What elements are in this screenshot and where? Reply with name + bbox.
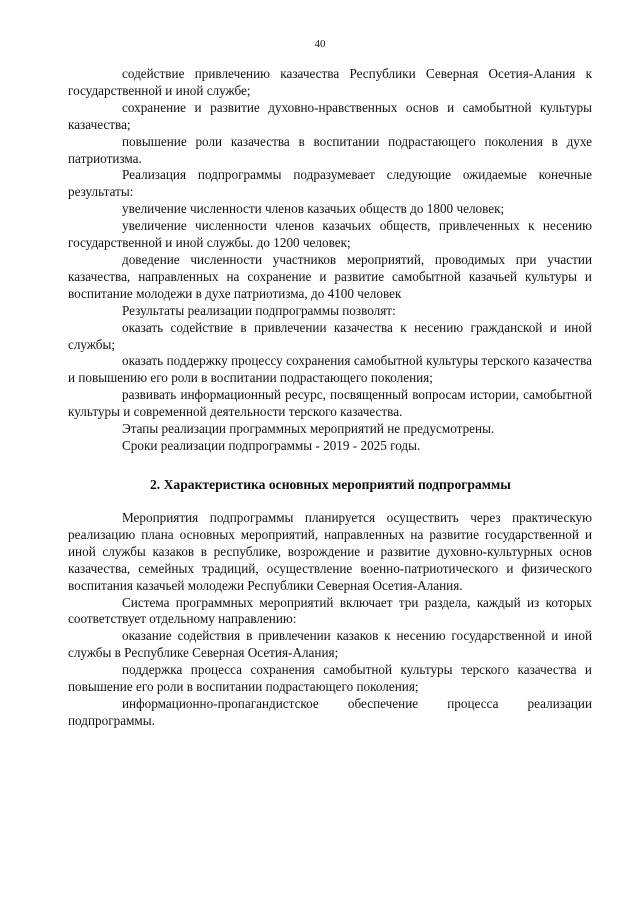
paragraph: оказать содействие в привлечении казачества к несению гражданской и иной службы; — [68, 319, 592, 352]
paragraph: Реализация подпрограммы подразумевает следующие ожидаемые конечные результаты: — [68, 167, 592, 200]
paragraph: Система программных мероприятий включает три раздела, каждый из которых соответствует отдельному направлению: — [68, 594, 592, 627]
paragraph: увеличение численности членов казачьих обществ, привлеченных к несению государственной и иной службы. до 1200 человек; — [68, 218, 592, 251]
goals-and-results-section — [68, 66, 592, 455]
paragraph: повышение роли казачества в воспитании подрастающего поколения в духе патриотизма. — [68, 133, 592, 166]
section-heading: 2. Характеристика основных мероприятий подпрограммы — [150, 477, 511, 492]
paragraph: Сроки реализации подпрограммы - 2019 - 2025 годы. — [122, 437, 421, 453]
paragraph: поддержка процесса сохранения самобытной культуры терского казачества и повышение его роли в воспитании подрастающего поколения; — [68, 662, 592, 695]
paragraph: оказание содействия в привлечении казаков к несению государственной и иной службы в Республике Северная Осетия-Алания; — [68, 628, 592, 661]
paragraph: Мероприятия подпрограммы планируется осуществить через практическую реализацию плана основных мероприятий, направленных на развитие государственной и иной службы казаков в республике, возрождение и развитие духовно-культурных основ казачества, семейных традиций, осуществление военно-патриотического и физического воспитания казачьей молодежи Республики Северная Осетия-Алания. — [68, 510, 592, 593]
paragraph: увеличение численности членов казачьих обществ до 1800 человек; — [122, 201, 505, 217]
activities-section — [68, 510, 592, 730]
paragraph: развивать информационный ресурс, посвященный вопросам истории, самобытной культуры и современной деятельности терского казачества. — [68, 387, 592, 420]
paragraph: Этапы реализации программных мероприятий не предусмотрены. — [122, 421, 495, 437]
paragraph: содействие привлечению казачества Республики Северная Осетия-Алания к государственной и иной службе; — [68, 66, 592, 98]
paragraph: оказать поддержку процессу сохранения самобытной культуры терского казачества и повышению его роли в воспитании подрастающего поколения; — [68, 353, 592, 386]
page-number: 40 — [314, 38, 326, 50]
paragraph: Результаты реализации подпрограммы позволят: — [122, 302, 396, 318]
paragraph: сохранение и развитие духовно-нравственных основ и самобытной культуры казачества; — [68, 99, 592, 132]
paragraph: доведение численности участников мероприятий, проводимых при участии казачества, направленных на сохранение и развитие самобытной казачьей культуры и воспитание молодежи в духе патриотизма, до 4100 человек — [68, 251, 592, 301]
paragraph: информационно-пропагандистское обеспечение процесса реализации подпрограммы. — [68, 695, 592, 728]
